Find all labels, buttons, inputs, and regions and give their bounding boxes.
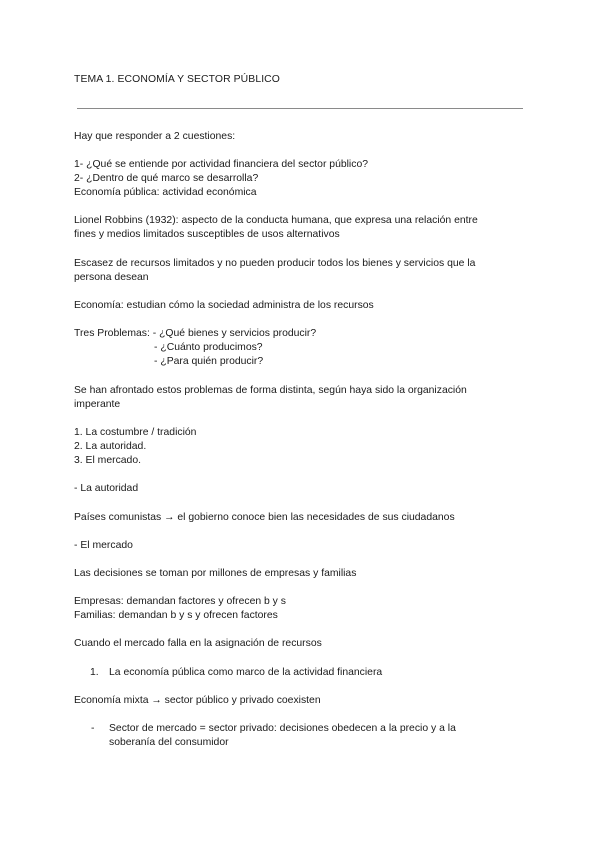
text-line: Economía: estudian cómo la sociedad administra de los recursos [74,300,374,311]
text-line: Empresas: demandan factores y ofrecen b y s [74,596,286,607]
text-line: Países comunistas → el gobierno conoce bien las necesidades de sus ciudadanos [74,512,455,523]
text-line: Economía pública: actividad económica [74,187,257,198]
text-line: Escasez de recursos limitados y no pueden producir todos los bienes y servicios que la [74,258,476,269]
section-bullet: - El mercado [74,540,133,551]
list-item: 2. La autoridad. [74,441,147,452]
text-line: Cuando el mercado falla en la asignación de recursos [74,638,322,649]
text-line: persona desean [74,272,149,283]
text-line: Hay que responder a 2 cuestiones: [74,131,236,142]
dash-list-marker: - [91,723,95,734]
problems-heading: Tres Problemas: - ¿Qué bienes y servicios producir? [74,328,317,339]
list-item: 1. La costumbre / tradición [74,427,197,438]
question-2: 2- ¿Dentro de qué marco se desarrolla? [74,173,259,184]
problem-item: - ¿Cuánto producimos? [154,342,263,353]
page-title: TEMA 1. ECONOMÍA Y SECTOR PÚBLICO [74,74,280,85]
text-line: Economía mixta → sector público y privado coexisten [74,695,321,706]
dash-list-item-continued: soberanía del consumidor [109,737,229,748]
dash-list-item: Sector de mercado = sector privado: decisiones obedecen a la precio y a la [109,723,456,734]
numbered-list-marker: 1. [90,667,99,678]
section-bullet: - La autoridad [74,483,139,494]
numbered-list-item: La economía pública como marco de la actividad financiera [109,667,383,678]
text-line: Las decisiones se toman por millones de empresas y familias [74,568,357,579]
text-line: Lionel Robbins (1932): aspecto de la conducta humana, que expresa una relación entre [74,215,478,226]
question-1: 1- ¿Qué se entiende por actividad financiera del sector público? [74,159,368,170]
text-line: Se han afrontado estos problemas de forma distinta, según haya sido la organización [74,385,467,396]
text-line: Familias: demandan b y s y ofrecen factores [74,610,278,621]
list-item: 3. El mercado. [74,455,141,466]
text-line: imperante [74,399,121,410]
text-line: fines y medios limitados susceptibles de usos alternativos [74,229,340,240]
title-divider [77,108,523,109]
problem-item: - ¿Para quién producir? [154,356,264,367]
